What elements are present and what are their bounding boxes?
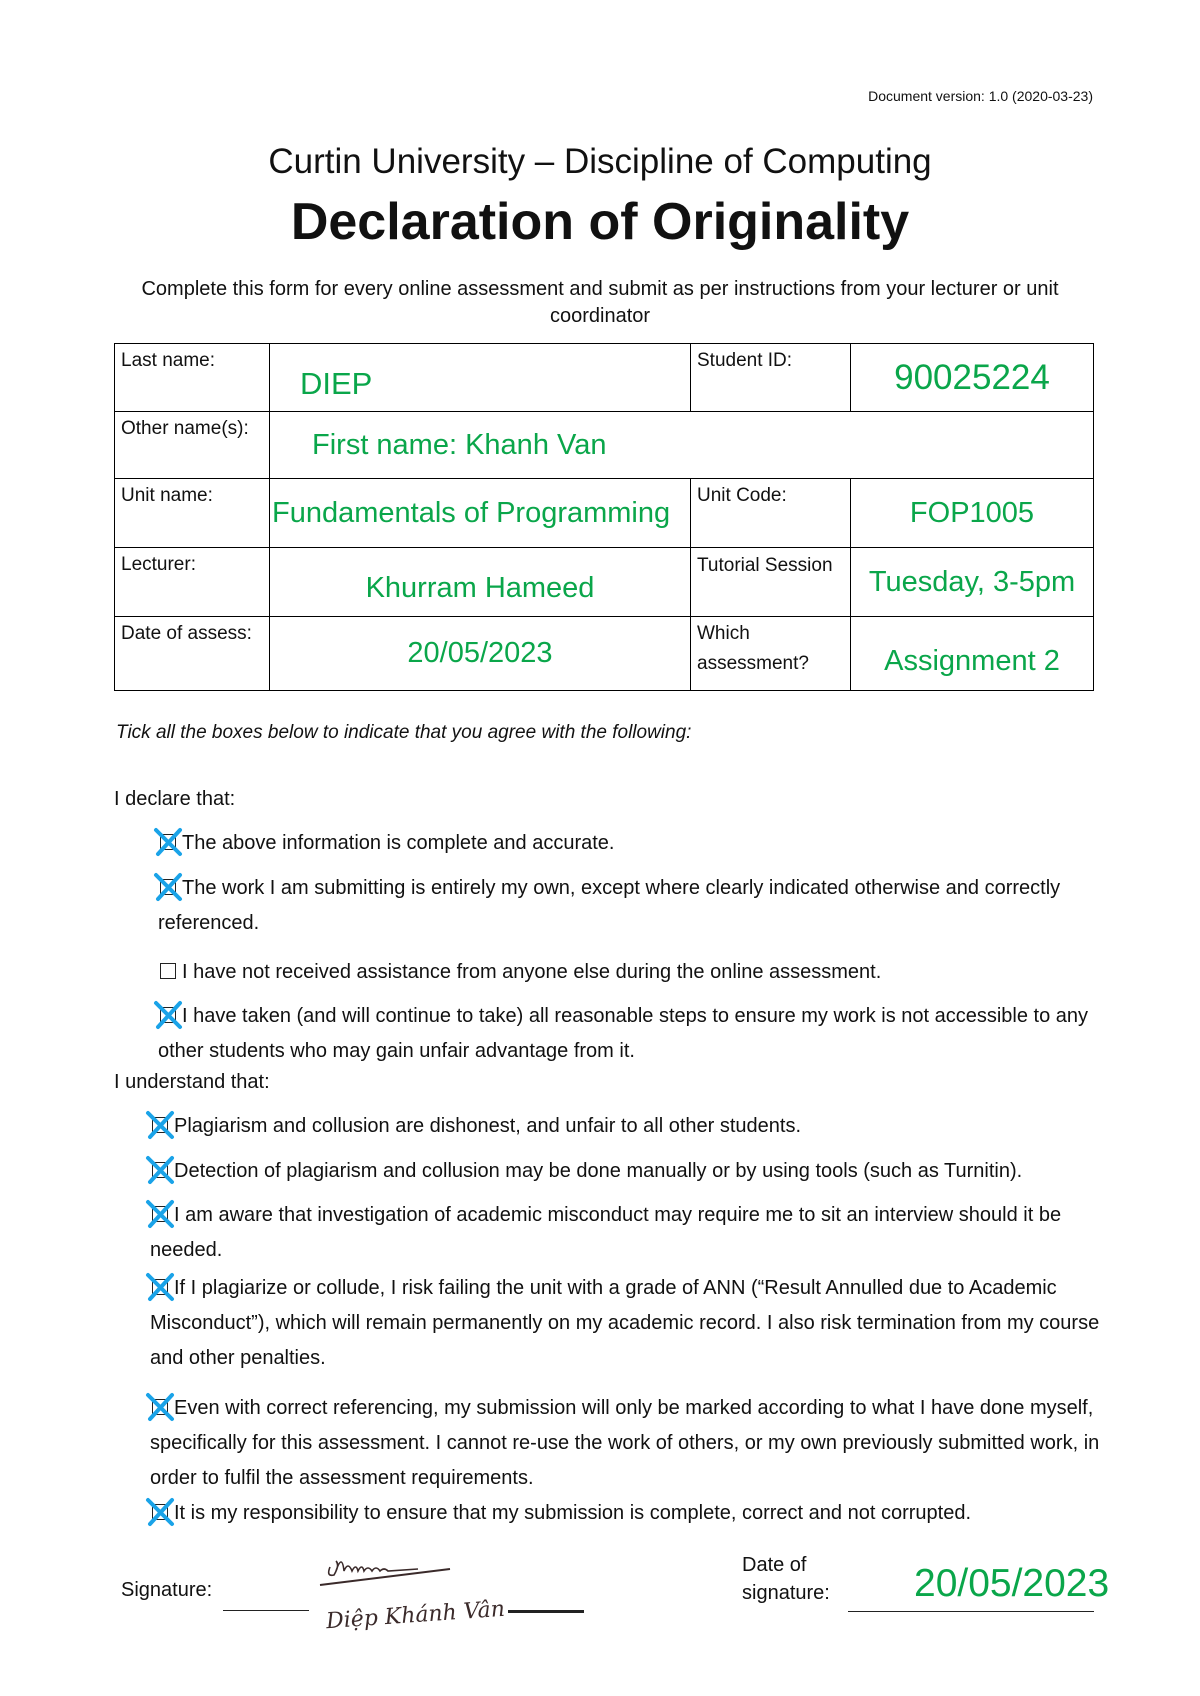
declaration-item [150,1109,1100,1144]
declaration-item [150,1271,1100,1376]
student-id-label: Student ID: [691,344,851,412]
date-signature-line [848,1611,1094,1612]
checked-checkbox-icon[interactable] [150,1277,170,1297]
declaration-item [158,999,1108,1069]
tutorial-label: Tutorial Session [691,548,851,617]
checked-checkbox-icon[interactable] [150,1204,170,1224]
institution-heading: Curtin University – Discipline of Computing [268,142,932,181]
checked-checkbox-icon[interactable] [150,1160,170,1180]
unit-name-field[interactable]: Fundamentals of Programming [270,479,691,548]
understand-heading: I understand that: [114,1071,270,1093]
declaration-item [158,826,1108,861]
declaration-item [158,871,1108,941]
checked-checkbox-icon[interactable] [150,1397,170,1417]
student-id-field[interactable]: 90025224 [851,344,1094,412]
last-name-label: Last name: [115,344,270,412]
checked-checkbox-icon[interactable] [150,1502,170,1522]
declaration-text: The work I am submitting is entirely my own, except where clearly indicated otherwise and correctly referenced. [158,877,1061,934]
document-version: Document version: 1.0 (2020-03-23) [868,88,1093,104]
checked-checkbox-icon[interactable] [158,832,178,852]
date-of-signature-field[interactable]: 20/05/2023 [914,1562,1110,1605]
declaration-item [150,1391,1100,1496]
other-names-label: Other name(s): [115,412,270,479]
unit-name-label: Unit name: [115,479,270,548]
student-details-table [114,343,1094,691]
declaration-text: I am aware that investigation of academic misconduct may require me to sit an interview should it be needed. [150,1204,1062,1261]
date-label: Date of assess: [115,617,270,691]
which-assessment-label: Which assessment? [691,617,851,691]
declaration-item [150,1496,1100,1531]
declaration-text: The above information is complete and accurate. [182,832,615,854]
declaration-text: Plagiarism and collusion are dishonest, and unfair to all other students. [174,1115,802,1137]
page-title: Declaration of Originality [290,193,910,251]
declaration-text: Detection of plagiarism and collusion may be done manually or by using tools (such as Turnitin). [174,1160,1023,1182]
date-of-signature-label: Date of signature: [742,1554,830,1604]
instructions: Complete this form for every online assessment and submit as per instructions from your lecturer or unit coordinator [141,278,1059,327]
unchecked-checkbox-icon[interactable] [158,961,178,981]
signature-label: Signature: [121,1579,213,1601]
declaration-text: Even with correct referencing, my submission will only be marked according to what I have done myself, specifically for this assessment. I cannot re-use the work of others, or my own previously submitted work, in order to fulfil the assessment requirements. [150,1397,1100,1489]
declaration-text: I have not received assistance from anyone else during the online assessment. [182,961,882,983]
signature-scribble [310,1545,510,1595]
other-names-field[interactable]: First name: Khanh Van [270,412,1094,479]
declaration-text: It is my responsibility to ensure that my submission is complete, correct and not corrupted. [174,1502,972,1524]
signature-line-left [223,1610,309,1611]
declaration-text: I have taken (and will continue to take) all reasonable steps to ensure my work is not accessible to any other students who may gain unfair advantage from it. [158,1005,1089,1062]
declaration-item [158,955,1108,990]
declaration-item [150,1198,1100,1268]
date-field[interactable]: 20/05/2023 [270,617,691,691]
unit-code-label: Unit Code: [691,479,851,548]
declaration-text: If I plagiarize or collude, I risk failing the unit with a grade of ANN (“Result Annulled due to Academic Misconduct”), which will remain permanently on my academic record. I also risk termination from my course and other penalties. [150,1277,1100,1369]
declare-heading: I declare that: [114,788,236,810]
checked-checkbox-icon[interactable] [158,877,178,897]
checked-checkbox-icon[interactable] [150,1115,170,1135]
lecturer-field[interactable]: Khurram Hameed [270,548,691,617]
which-assessment-field[interactable]: Assignment 2 [851,617,1094,691]
lecturer-label: Lecturer: [115,548,270,617]
tutorial-field[interactable]: Tuesday, 3-5pm [851,548,1094,617]
tick-instruction: Tick all the boxes below to indicate that you agree with the following: [116,722,692,743]
unit-code-field[interactable]: FOP1005 [851,479,1094,548]
checked-checkbox-icon[interactable] [158,1005,178,1025]
last-name-field[interactable]: DIEP [270,344,691,412]
signature-name: Diệp Khánh Vân [325,1596,506,1635]
signature-line-right [508,1610,584,1613]
declaration-item [150,1154,1100,1189]
